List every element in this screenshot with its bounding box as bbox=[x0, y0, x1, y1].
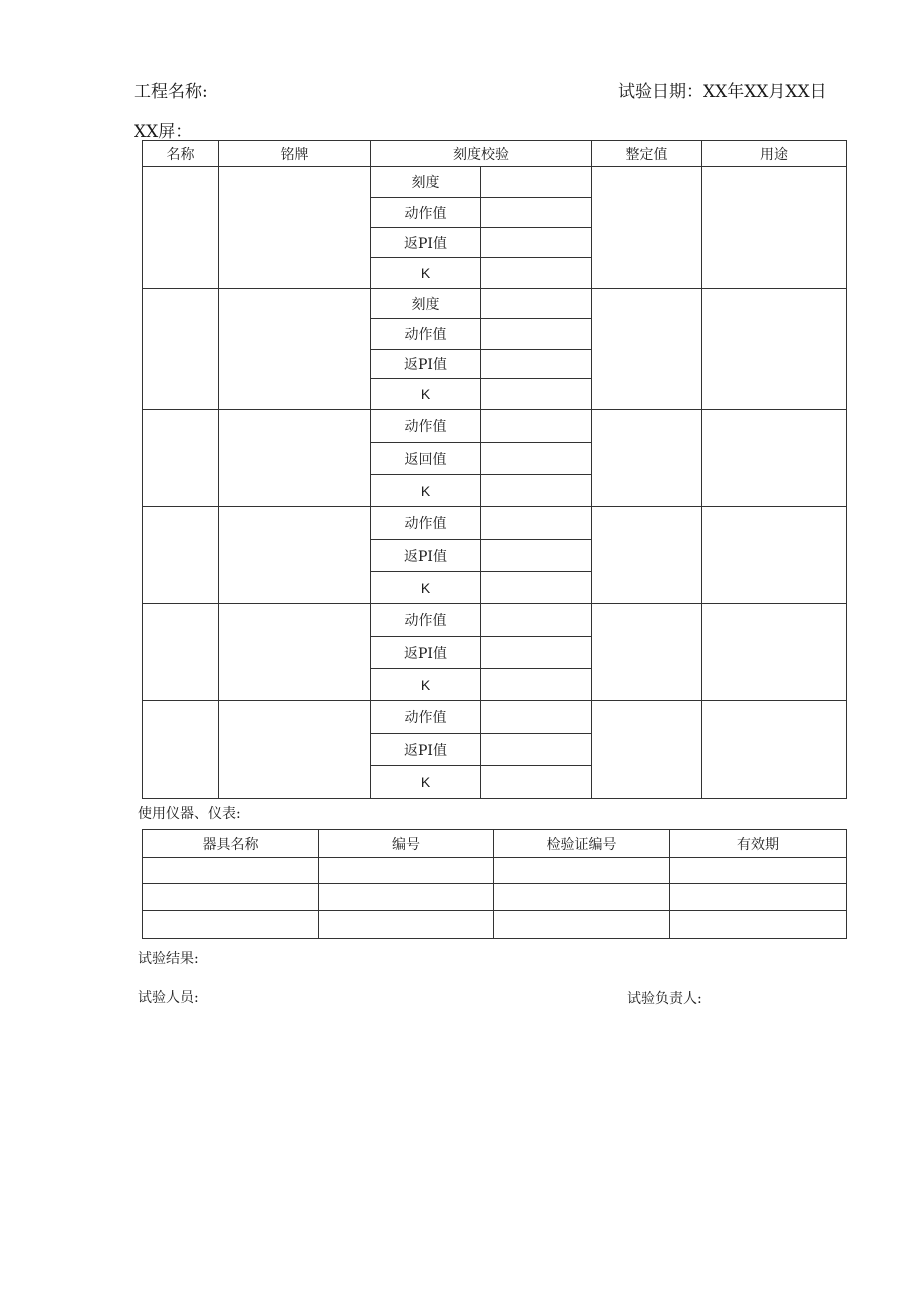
supervisor-label: 试验负责人: bbox=[627, 991, 702, 1007]
row-label: K bbox=[371, 379, 481, 410]
value-cell[interactable] bbox=[481, 379, 592, 410]
instrument-name-cell[interactable] bbox=[143, 858, 319, 884]
serial-number-cell[interactable] bbox=[319, 858, 494, 884]
row-label: 动作值 bbox=[371, 604, 481, 637]
purpose-cell[interactable] bbox=[702, 507, 847, 604]
table-row bbox=[143, 701, 847, 734]
serial-number-cell[interactable] bbox=[319, 911, 494, 939]
project-name-label: 工程名称: bbox=[134, 82, 208, 102]
value-cell[interactable] bbox=[481, 572, 592, 604]
value-cell[interactable] bbox=[481, 507, 592, 540]
certificate-number-cell[interactable] bbox=[494, 858, 670, 884]
row-label: K bbox=[371, 258, 481, 289]
table-row bbox=[143, 289, 847, 319]
row-label: 动作值 bbox=[371, 410, 481, 443]
col-header-purpose: 用途 bbox=[702, 141, 847, 167]
purpose-cell[interactable] bbox=[702, 604, 847, 701]
nameplate-cell[interactable] bbox=[219, 507, 371, 604]
row-label: 动作值 bbox=[371, 701, 481, 734]
nameplate-cell[interactable] bbox=[219, 701, 371, 799]
table-row bbox=[143, 167, 847, 198]
tester-label: 试验人员: bbox=[138, 990, 199, 1006]
nameplate-cell[interactable] bbox=[219, 167, 371, 289]
col-header-certificate-number: 检验证编号 bbox=[494, 830, 670, 858]
certificate-number-cell[interactable] bbox=[494, 884, 670, 911]
name-cell[interactable] bbox=[143, 289, 219, 410]
value-cell[interactable] bbox=[481, 289, 592, 319]
col-header-name: 名称 bbox=[143, 141, 219, 167]
instrument-name-cell[interactable] bbox=[143, 884, 319, 911]
value-cell[interactable] bbox=[481, 443, 592, 475]
value-cell[interactable] bbox=[481, 604, 592, 637]
purpose-cell[interactable] bbox=[702, 167, 847, 289]
value-cell[interactable] bbox=[481, 701, 592, 734]
row-label: 返PI值 bbox=[371, 734, 481, 766]
setting-cell[interactable] bbox=[592, 701, 702, 799]
row-label: 返PI值 bbox=[371, 637, 481, 669]
calibration-table bbox=[142, 140, 847, 799]
nameplate-cell[interactable] bbox=[219, 289, 371, 410]
value-cell[interactable] bbox=[481, 350, 592, 379]
row-label: 返PI值 bbox=[371, 228, 481, 258]
setting-cell[interactable] bbox=[592, 507, 702, 604]
row-label: K bbox=[371, 572, 481, 604]
name-cell[interactable] bbox=[143, 167, 219, 289]
nameplate-cell[interactable] bbox=[219, 410, 371, 507]
row-label: 动作值 bbox=[371, 319, 481, 350]
table-row bbox=[143, 911, 847, 939]
table-row bbox=[143, 604, 847, 637]
col-header-serial-number: 编号 bbox=[319, 830, 494, 858]
instruments-label: 使用仪器、仪表: bbox=[138, 806, 241, 822]
name-cell[interactable] bbox=[143, 410, 219, 507]
setting-cell[interactable] bbox=[592, 167, 702, 289]
validity-cell[interactable] bbox=[670, 858, 847, 884]
name-cell[interactable] bbox=[143, 701, 219, 799]
value-cell[interactable] bbox=[481, 669, 592, 701]
col-header-validity: 有效期 bbox=[670, 830, 847, 858]
test-date-label: 试验日期：XX年XX月XX日 bbox=[618, 82, 827, 102]
calibration-header-row bbox=[143, 141, 847, 167]
col-header-nameplate: 铭牌 bbox=[219, 141, 371, 167]
value-cell[interactable] bbox=[481, 167, 592, 198]
screen-label: XX屏： bbox=[134, 122, 193, 142]
row-label: 刻度 bbox=[371, 289, 481, 319]
purpose-cell[interactable] bbox=[702, 701, 847, 799]
instruments-header-row bbox=[143, 830, 847, 858]
row-label: 动作值 bbox=[371, 198, 481, 228]
value-cell[interactable] bbox=[481, 540, 592, 572]
value-cell[interactable] bbox=[481, 410, 592, 443]
setting-cell[interactable] bbox=[592, 604, 702, 701]
value-cell[interactable] bbox=[481, 228, 592, 258]
value-cell[interactable] bbox=[481, 734, 592, 766]
row-label: 返回值 bbox=[371, 443, 481, 475]
row-label: 动作值 bbox=[371, 507, 481, 540]
row-label: K bbox=[371, 766, 481, 799]
certificate-number-cell[interactable] bbox=[494, 911, 670, 939]
value-cell[interactable] bbox=[481, 475, 592, 507]
row-label: 返PI值 bbox=[371, 350, 481, 379]
nameplate-cell[interactable] bbox=[219, 604, 371, 701]
setting-cell[interactable] bbox=[592, 289, 702, 410]
row-label: 刻度 bbox=[371, 167, 481, 198]
validity-cell[interactable] bbox=[670, 911, 847, 939]
table-row bbox=[143, 858, 847, 884]
row-label: K bbox=[371, 669, 481, 701]
row-label: 返PI值 bbox=[371, 540, 481, 572]
table-row bbox=[143, 884, 847, 911]
validity-cell[interactable] bbox=[670, 884, 847, 911]
value-cell[interactable] bbox=[481, 319, 592, 350]
value-cell[interactable] bbox=[481, 198, 592, 228]
name-cell[interactable] bbox=[143, 507, 219, 604]
purpose-cell[interactable] bbox=[702, 289, 847, 410]
value-cell[interactable] bbox=[481, 258, 592, 289]
serial-number-cell[interactable] bbox=[319, 884, 494, 911]
col-header-scale-check: 刻度校验 bbox=[371, 141, 592, 167]
instrument-name-cell[interactable] bbox=[143, 911, 319, 939]
table-row bbox=[143, 410, 847, 443]
setting-cell[interactable] bbox=[592, 410, 702, 507]
table-row bbox=[143, 507, 847, 540]
value-cell[interactable] bbox=[481, 766, 592, 799]
row-label: K bbox=[371, 475, 481, 507]
purpose-cell[interactable] bbox=[702, 410, 847, 507]
name-cell[interactable] bbox=[143, 604, 219, 701]
value-cell[interactable] bbox=[481, 637, 592, 669]
col-header-instrument-name: 器具名称 bbox=[143, 830, 319, 858]
instruments-table bbox=[142, 829, 847, 939]
result-label: 试验结果: bbox=[138, 951, 199, 967]
col-header-setting: 整定值 bbox=[592, 141, 702, 167]
